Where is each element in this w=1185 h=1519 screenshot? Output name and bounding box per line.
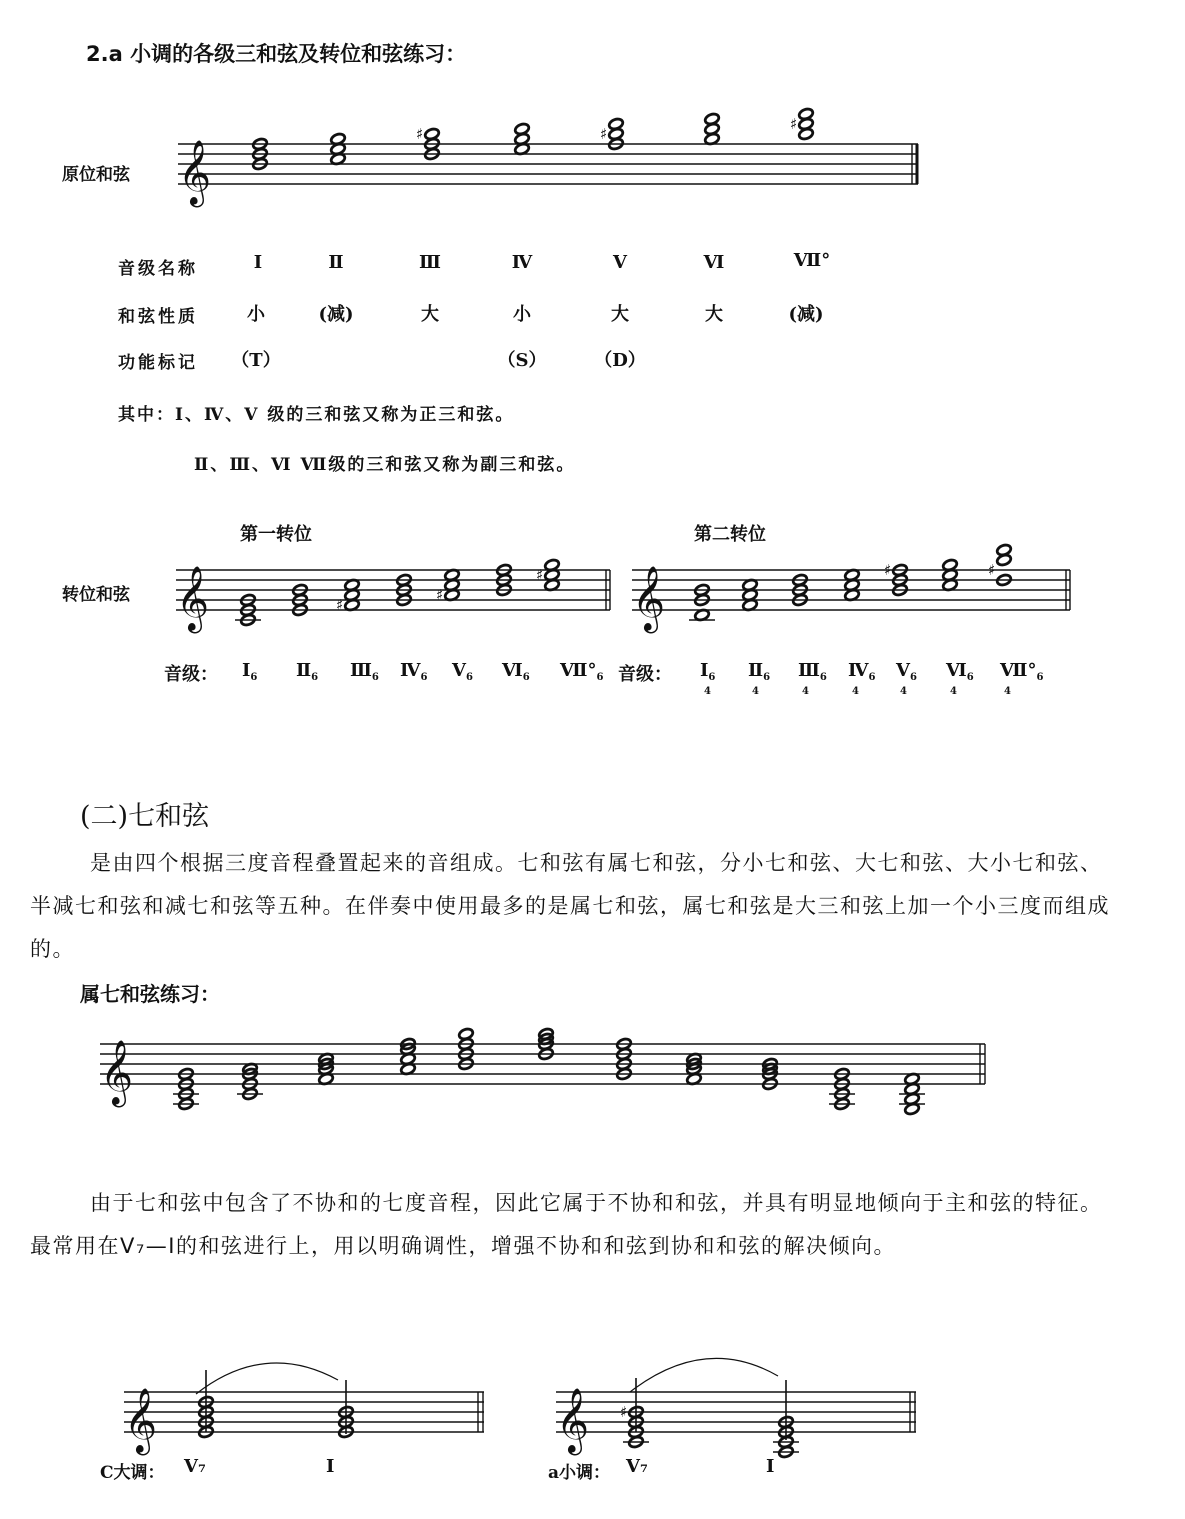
first-inversion-degree: $Ⅵ_6$: [502, 660, 530, 683]
seventh-chord-heading: (二)七和弦: [80, 801, 210, 832]
svg-text:𝄞: 𝄞: [632, 566, 666, 631]
svg-text:𝄞: 𝄞: [124, 1388, 158, 1453]
seventh-chord-text: 是由四个根据三度音程叠置起来的音组成。七和弦有属七和弦，分小七和弦、大七和弦、大小七和弦、半减七和弦和减七和弦等五种。在伴奏中使用最多的是属七和弦，属七和弦是大三和弦上加一个小三度而组成的。: [30, 851, 1110, 961]
a-minor-key-label: a小调：: [548, 1463, 611, 1483]
c-major-to: Ⅰ: [326, 1456, 335, 1477]
first-inversion-degree: $Ⅲ_6$: [350, 660, 379, 683]
second-inversion-degree: $Ⅶ^\circ_6$ 4: [1000, 660, 1044, 697]
second-degree-label: 音级：: [618, 664, 672, 685]
row-label-chord-quality: 和弦性质: [118, 307, 198, 327]
sharp-icon: ♯: [416, 125, 424, 143]
first-inversion-degree: $Ⅶ^\circ_6$: [560, 660, 604, 683]
root-position-label: 原位和弦: [62, 165, 130, 185]
sharp-icon: ♯: [600, 125, 608, 143]
sharp-icon: ♯: [988, 561, 996, 579]
quality-cell: (减): [318, 304, 354, 325]
sharp-icon: ♯: [790, 115, 798, 133]
function-cell: （S）: [497, 350, 547, 371]
primary-triads-note: 其中：Ⅰ、Ⅳ、Ⅴ 级的三和弦又称为正三和弦。: [118, 405, 515, 425]
quality-cell: 大: [421, 304, 439, 325]
dissonance-paragraph: [30, 1182, 1110, 1268]
figured-bass: 4: [1004, 686, 1011, 697]
a-minor-from: V₇: [626, 1456, 648, 1477]
figured-bass: 6: [311, 672, 319, 683]
degree-cell: Ⅵ: [703, 252, 725, 273]
row-label-function: 功能标记: [118, 353, 198, 373]
second-inversion-degree: $Ⅰ_6$ 4: [700, 660, 716, 697]
svg-text:𝄞: 𝄞: [556, 1388, 590, 1453]
second-inversion-degree: $Ⅲ_6$ 4: [798, 660, 827, 697]
a-minor-to: Ⅰ: [766, 1456, 775, 1477]
quality-cell: 大: [705, 304, 723, 325]
seventh-chord-paragraph: [30, 842, 1110, 971]
c-major-from: V₇: [184, 1456, 206, 1477]
first-inversion-degree: $Ⅳ_6$: [400, 660, 428, 683]
sharp-icon: ♯: [436, 586, 444, 604]
dominant-seventh-exercise-label: 属七和弦练习：: [80, 982, 220, 1006]
degree-cell: Ⅱ: [328, 252, 344, 273]
c-major-key-label: C大调：: [100, 1463, 165, 1483]
figured-bass: 6: [868, 672, 876, 683]
second-inversion-degree: $Ⅳ_6$ 4: [848, 660, 876, 697]
figured-bass: 4: [950, 686, 957, 697]
staff-c-major-resolution: [124, 1392, 484, 1432]
quality-cell: 大: [611, 304, 629, 325]
sharp-icon: ♯: [620, 1403, 628, 1421]
figured-bass: 4: [852, 686, 859, 697]
figured-bass: 6: [420, 672, 428, 683]
second-inversion-degree: $Ⅴ_6$ 4: [896, 660, 917, 697]
sharp-icon: ♯: [536, 566, 544, 584]
figured-bass: 6: [1036, 672, 1044, 683]
staff-root-position: [178, 144, 918, 184]
figured-bass: 6: [371, 672, 379, 683]
quality-cell: 小: [247, 304, 265, 325]
slur-a-minor: [630, 1358, 778, 1392]
figured-bass: 6: [966, 672, 974, 683]
degree-cell: Ⅲ: [419, 252, 441, 273]
slur-c-major: [196, 1363, 338, 1394]
svg-text:𝄞: 𝄞: [176, 566, 210, 631]
figured-bass: 6: [465, 672, 473, 683]
secondary-triads-note: Ⅱ、Ⅲ、Ⅵ Ⅶ级的三和弦又称为副三和弦。: [194, 455, 576, 475]
figured-bass: 4: [900, 686, 907, 697]
figured-bass: 4: [802, 686, 809, 697]
first-inversion-degree: $Ⅱ_6$: [296, 660, 319, 683]
second-inversion-degree: $Ⅵ_6$ 4: [946, 660, 974, 697]
figured-bass: 4: [704, 686, 711, 697]
degree-cell: Ⅶ°: [793, 250, 831, 271]
svg-text:𝄞: 𝄞: [178, 140, 212, 205]
second-inversion-title: 第二转位: [694, 524, 766, 545]
figured-bass: 6: [909, 672, 917, 683]
first-inversion-title: 第一转位: [240, 524, 312, 545]
function-cell: （D）: [594, 350, 646, 371]
degree-cell: Ⅰ: [253, 252, 263, 273]
sharp-icon: ♯: [336, 596, 344, 614]
first-degree-label: 音级：: [164, 664, 218, 685]
figured-bass: 4: [752, 686, 759, 697]
page-title: 2.a 小调的各级三和弦及转位和弦练习：: [86, 42, 467, 66]
function-cell: （T）: [231, 350, 281, 371]
svg-text:𝄞: 𝄞: [100, 1040, 134, 1105]
second-inversion-degree: $Ⅱ_6$ 4: [748, 660, 771, 697]
first-inversion-degree: $Ⅴ_6$: [452, 660, 473, 683]
quality-cell: 小: [513, 304, 531, 325]
quality-cell: (减): [788, 304, 824, 325]
staff-a-minor-resolution: [556, 1392, 916, 1432]
sharp-icon: ♯: [884, 561, 892, 579]
figured-bass: 6: [596, 672, 604, 683]
row-label-degree-names: 音级名称: [118, 259, 198, 279]
figured-bass: 6: [819, 672, 827, 683]
figured-bass: 6: [250, 672, 258, 683]
figured-bass: 6: [522, 672, 530, 683]
figured-bass: 6: [708, 672, 716, 683]
degree-cell: Ⅳ: [511, 252, 533, 273]
dissonance-text: 由于七和弦中包含了不协和的七度音程，因此它属于不协和和弦，并具有明显地倾向于主和弦的特征。最常用在V₇—Ⅰ的和弦进行上，用以明确调性，增强不协和和弦到协和和弦的解决倾向。: [30, 1191, 1103, 1258]
first-inversion-degree: $Ⅰ_6$: [242, 660, 258, 683]
figured-bass: 6: [763, 672, 771, 683]
degree-cell: Ⅴ: [613, 252, 627, 273]
inversion-label: 转位和弦: [62, 585, 130, 605]
